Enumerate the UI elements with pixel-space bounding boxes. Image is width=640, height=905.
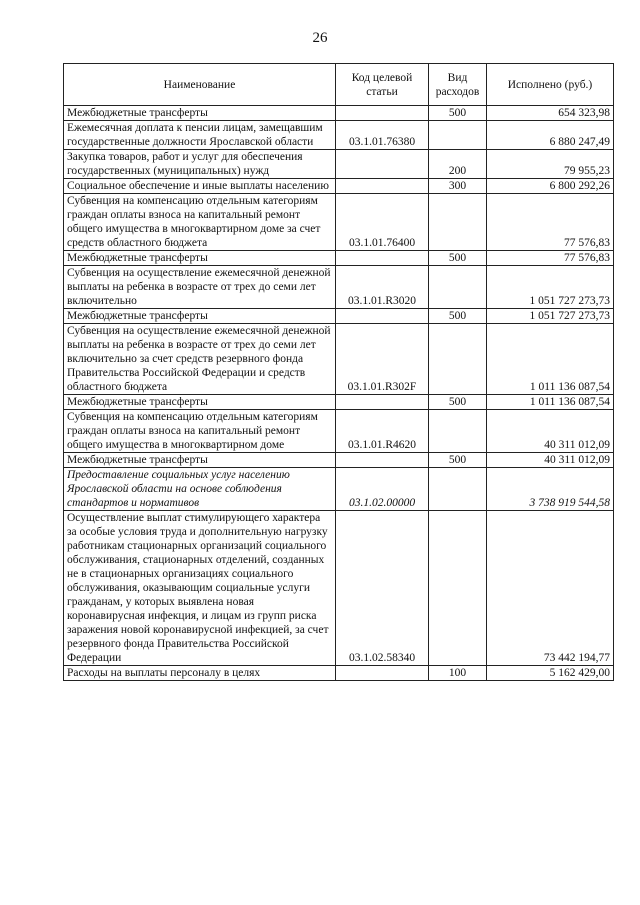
cell-sum: 5 162 429,00 — [487, 666, 614, 681]
cell-code: 03.1.01.R3020 — [336, 266, 429, 309]
cell-code: 03.1.01.R302F — [336, 324, 429, 395]
cell-code — [336, 453, 429, 468]
cell-name: Ежемесячная доплата к пенсии лицам, замещавшим государственные должности Ярославской области — [64, 121, 336, 150]
cell-code: 03.1.02.58340 — [336, 511, 429, 666]
table-row — [64, 150, 614, 179]
cell-name: Субвенция на осуществление ежемесячной денежной выплаты на ребенка в возрасте от трех до семи лет включительно — [64, 266, 336, 309]
cell-code — [336, 666, 429, 681]
cell-type: 200 — [429, 150, 487, 179]
cell-type: 500 — [429, 395, 487, 410]
cell-name: Осуществление выплат стимулирующего характера за особые условия труда и дополнительную нагрузку работникам стационарных организаций социального обслуживания, стационарных отделений, созданных не в стационарных организациях социального обслуживания, оказывающим социальные услуги гражданам, у которых выявлена новая коронавирусная инфекция, и лицам из групп риска заражения новой коронавирусной инфекцией, за счет резервного фонда Правительства Российской Федерации — [64, 511, 336, 666]
cell-type: 500 — [429, 251, 487, 266]
cell-sum: 79 955,23 — [487, 150, 614, 179]
cell-code — [336, 395, 429, 410]
table-row — [64, 468, 614, 511]
cell-sum: 1 051 727 273,73 — [487, 309, 614, 324]
cell-code: 03.1.01.76400 — [336, 194, 429, 251]
cell-type: 500 — [429, 106, 487, 121]
cell-name: Субвенция на компенсацию отдельным категориям граждан оплаты взноса на капитальный ремонт общего имущества в многоквартирном доме — [64, 410, 336, 453]
cell-type: 500 — [429, 453, 487, 468]
cell-sum: 6 880 247,49 — [487, 121, 614, 150]
header-sum: Исполнено (руб.) — [487, 64, 614, 106]
cell-code: 03.1.01.76380 — [336, 121, 429, 150]
table-row — [64, 666, 614, 681]
cell-name: Субвенция на компенсацию отдельным категориям граждан оплаты взноса на капитальный ремонт общего имущества в многоквартирном доме за счет средств областного бюджета — [64, 194, 336, 251]
table-row — [64, 309, 614, 324]
cell-sum: 77 576,83 — [487, 251, 614, 266]
cell-sum: 40 311 012,09 — [487, 453, 614, 468]
cell-code — [336, 150, 429, 179]
cell-type — [429, 121, 487, 150]
table-row — [64, 106, 614, 121]
table-row — [64, 179, 614, 194]
cell-code — [336, 309, 429, 324]
cell-type: 300 — [429, 179, 487, 194]
cell-type — [429, 511, 487, 666]
cell-type — [429, 194, 487, 251]
cell-name: Субвенция на осуществление ежемесячной денежной выплаты на ребенка в возрасте от трех до семи лет включительно за счет средств резервного фонда Правительства Российской Федерации и средств областного бюджета — [64, 324, 336, 395]
cell-type — [429, 410, 487, 453]
cell-sum: 73 442 194,77 — [487, 511, 614, 666]
cell-type: 500 — [429, 309, 487, 324]
cell-type — [429, 266, 487, 309]
cell-sum: 6 800 292,26 — [487, 179, 614, 194]
cell-sum: 654 323,98 — [487, 106, 614, 121]
cell-type — [429, 324, 487, 395]
cell-name: Социальное обеспечение и иные выплаты населению — [64, 179, 336, 194]
cell-sum: 1 011 136 087,54 — [487, 395, 614, 410]
cell-code: 03.1.02.00000 — [336, 468, 429, 511]
cell-name: Предоставление социальных услуг населению Ярославской области на основе соблюдения стандартов и нормативов — [64, 468, 336, 511]
cell-type: 100 — [429, 666, 487, 681]
cell-name: Межбюджетные трансферты — [64, 251, 336, 266]
cell-sum: 3 738 919 544,58 — [487, 468, 614, 511]
cell-name: Расходы на выплаты персоналу в целях — [64, 666, 336, 681]
table-row — [64, 453, 614, 468]
table-row — [64, 511, 614, 666]
cell-sum: 40 311 012,09 — [487, 410, 614, 453]
table-row — [64, 410, 614, 453]
cell-code — [336, 179, 429, 194]
cell-code — [336, 251, 429, 266]
table-row — [64, 121, 614, 150]
table-body — [64, 106, 614, 681]
cell-name: Межбюджетные трансферты — [64, 309, 336, 324]
cell-code: 03.1.01.R4620 — [336, 410, 429, 453]
cell-code — [336, 106, 429, 121]
cell-name: Закупка товаров, работ и услуг для обеспечения государственных (муниципальных) нужд — [64, 150, 336, 179]
cell-sum: 77 576,83 — [487, 194, 614, 251]
table-row — [64, 266, 614, 309]
cell-name: Межбюджетные трансферты — [64, 395, 336, 410]
header-name: Наименование — [64, 64, 336, 106]
cell-type — [429, 468, 487, 511]
table-row — [64, 251, 614, 266]
page-number: 26 — [312, 30, 328, 46]
table-row — [64, 395, 614, 410]
cell-sum: 1 011 136 087,54 — [487, 324, 614, 395]
budget-table — [63, 63, 614, 681]
cell-name: Межбюджетные трансферты — [64, 453, 336, 468]
cell-sum: 1 051 727 273,73 — [487, 266, 614, 309]
table-header-row — [64, 64, 614, 106]
header-code: Код целевой статьи — [336, 64, 429, 106]
cell-name: Межбюджетные трансферты — [64, 106, 336, 121]
table-row — [64, 194, 614, 251]
header-type: Вид расходов — [429, 64, 487, 106]
table-row — [64, 324, 614, 395]
